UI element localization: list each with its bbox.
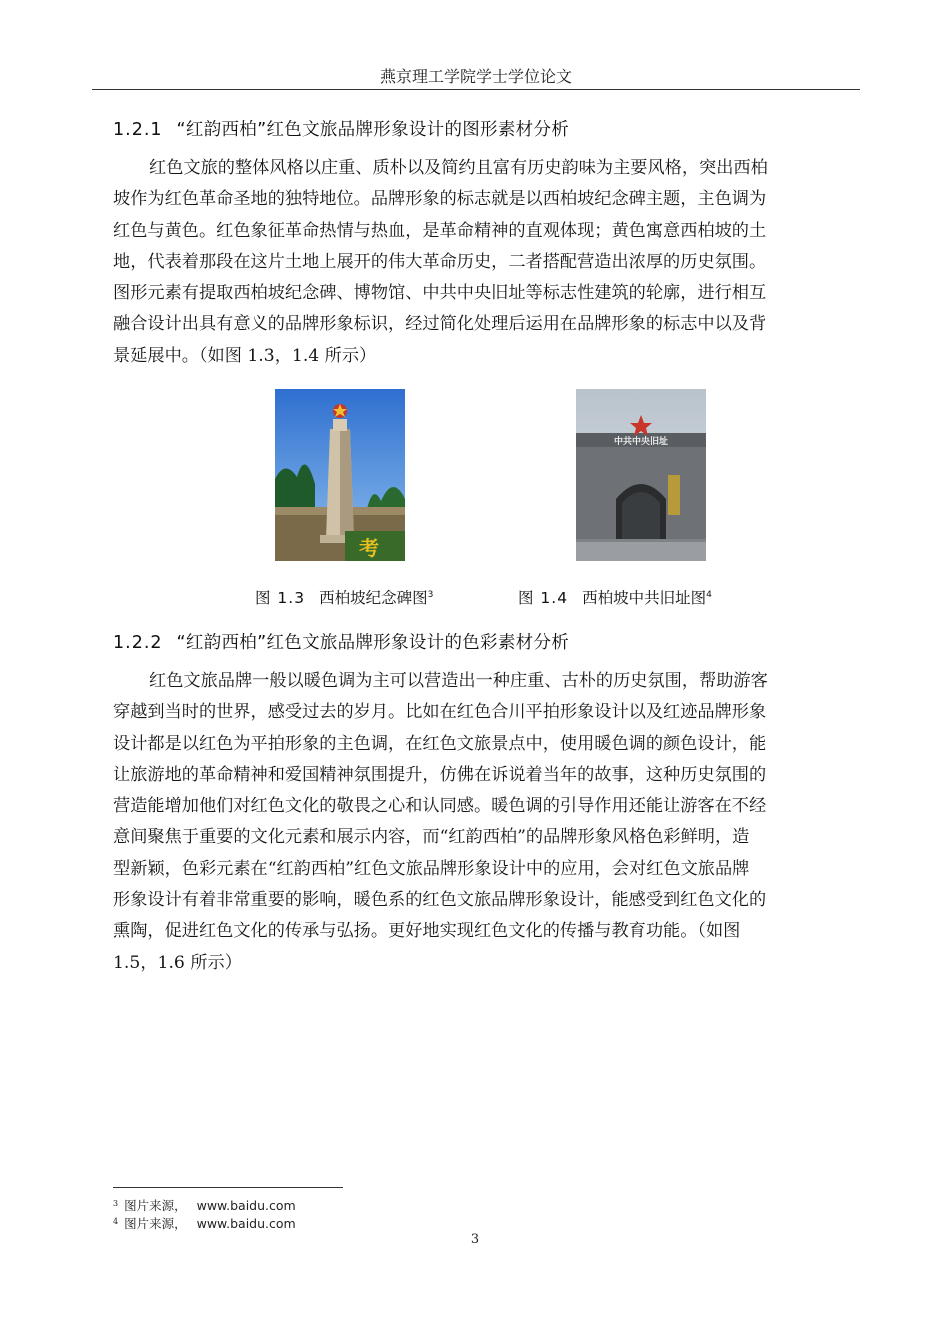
paragraph-line: 红色与黄色。红色象征革命热情与热血，是革命精神的直观体现；黄色寓意西柏坡的土 [113, 220, 767, 241]
paragraph-line: 营造能增加他们对红色文化的敬畏之心和认同感。暖色调的引导作用还能让游客在不经 [113, 796, 767, 817]
footnote-text: 图片来源， [124, 1216, 187, 1231]
section-number: 1.2.1 [113, 120, 163, 140]
section-heading-1-2-2 [113, 630, 569, 656]
footnote-text: 图片来源， [124, 1198, 187, 1213]
paragraph-line: 融合设计出具有意义的品牌形象标识，经过简化处理后运用在品牌形象的标志中以及背 [113, 314, 767, 335]
page-number: 3 [470, 1232, 480, 1247]
paragraph-line: 1.5，1.6 所示） [113, 952, 242, 973]
paragraph-line: 红色文旅品牌一般以暖色调为主可以营造出一种庄重、古朴的历史氛围，帮助游客 [149, 671, 768, 691]
section-1-2-1-paragraph [113, 153, 841, 372]
figure-number: 图 1.3 [255, 589, 306, 607]
paragraph-line: 熏陶，促进红色文化的传承与弘扬。更好地实现红色文化的传播与教育功能。（如图 [113, 921, 741, 942]
footnote-url: www.baidu.com [196, 1198, 296, 1213]
paragraph-line: 型新颖，色彩元素在“红韵西柏”红色文旅品牌形象设计中的应用，会对红色文旅品牌 [113, 858, 750, 879]
header-rule [92, 89, 860, 90]
paragraph-line: 红色文旅的整体风格以庄重、质朴以及简约且富有历史韵味为主要风格，突出西柏 [149, 158, 768, 178]
paragraph-line: 让旅游地的革命精神和爱国精神氛围提升，仿佛在诉说着当年的故事，这种历史氛围的 [113, 764, 767, 785]
paragraph-line: 坡作为红色革命圣地的独特地位。品牌形象的标志就是以西柏坡纪念碑主题，主色调为 [113, 189, 767, 210]
figure-former-site-photo [576, 389, 706, 561]
running-header: 燕京理工学院学士学位论文 [379, 67, 572, 86]
gate-illustration [576, 389, 706, 561]
figure-caption-1-3 [255, 585, 433, 608]
section-heading-1-2-1 [113, 117, 569, 143]
figure-caption-1-4 [518, 585, 712, 608]
section-number: 1.2.2 [113, 633, 163, 653]
paragraph-line: 意间聚焦于重要的文化元素和展示内容，而“红韵西柏”的品牌形象风格色彩鲜明，造 [113, 827, 750, 848]
garden-sign-text: 考 [359, 536, 379, 560]
figure-caption-text: 西柏坡纪念碑图 [319, 589, 428, 607]
paragraph-line: 景延展中。（如图 1.3，1.4 所示） [113, 345, 377, 366]
footnote-mark: 4 [113, 1217, 119, 1226]
paragraph-line: 设计都是以红色为平拍形象的主色调，在红色文旅景点中，使用暖色调的颜色设计，能 [113, 733, 767, 754]
figure-caption-text: 西柏坡中共旧址图 [582, 589, 707, 607]
footnote-4 [113, 1214, 296, 1232]
paragraph-line: 地，代表着那段在这片土地上展开的伟大革命历史，二者搭配营造出浓厚的历史氛围。 [113, 251, 767, 272]
monument-illustration [275, 389, 405, 561]
gate-sign-text: 中共中央旧址 [613, 437, 669, 447]
figure-monument-photo [275, 389, 405, 561]
section-title: “红韵西柏”红色文旅品牌形象设计的图形素材分析 [176, 120, 570, 140]
footnote-url: www.baidu.com [196, 1216, 296, 1231]
figure-number: 图 1.4 [518, 589, 569, 607]
section-1-2-2-paragraph [113, 666, 841, 979]
footnote-ref: 3 [427, 590, 434, 600]
paragraph-line: 形象设计有着非常重要的影响，暖色系的红色文旅品牌形象设计，能感受到红色文化的 [113, 890, 767, 911]
paragraph-line: 图形元素有提取西柏坡纪念碑、博物馆、中共中央旧址等标志性建筑的轮廓，进行相互 [113, 283, 767, 304]
footnote-ref: 4 [706, 590, 712, 600]
paragraph-line: 穿越到当时的世界，感受过去的岁月。比如在红色合川平拍形象设计以及红迹品牌形象 [113, 702, 767, 723]
footnote-3 [113, 1196, 296, 1214]
footnote-mark: 3 [113, 1199, 119, 1208]
section-title: “红韵西柏”红色文旅品牌形象设计的色彩素材分析 [176, 633, 570, 653]
footnote-rule [113, 1187, 343, 1188]
